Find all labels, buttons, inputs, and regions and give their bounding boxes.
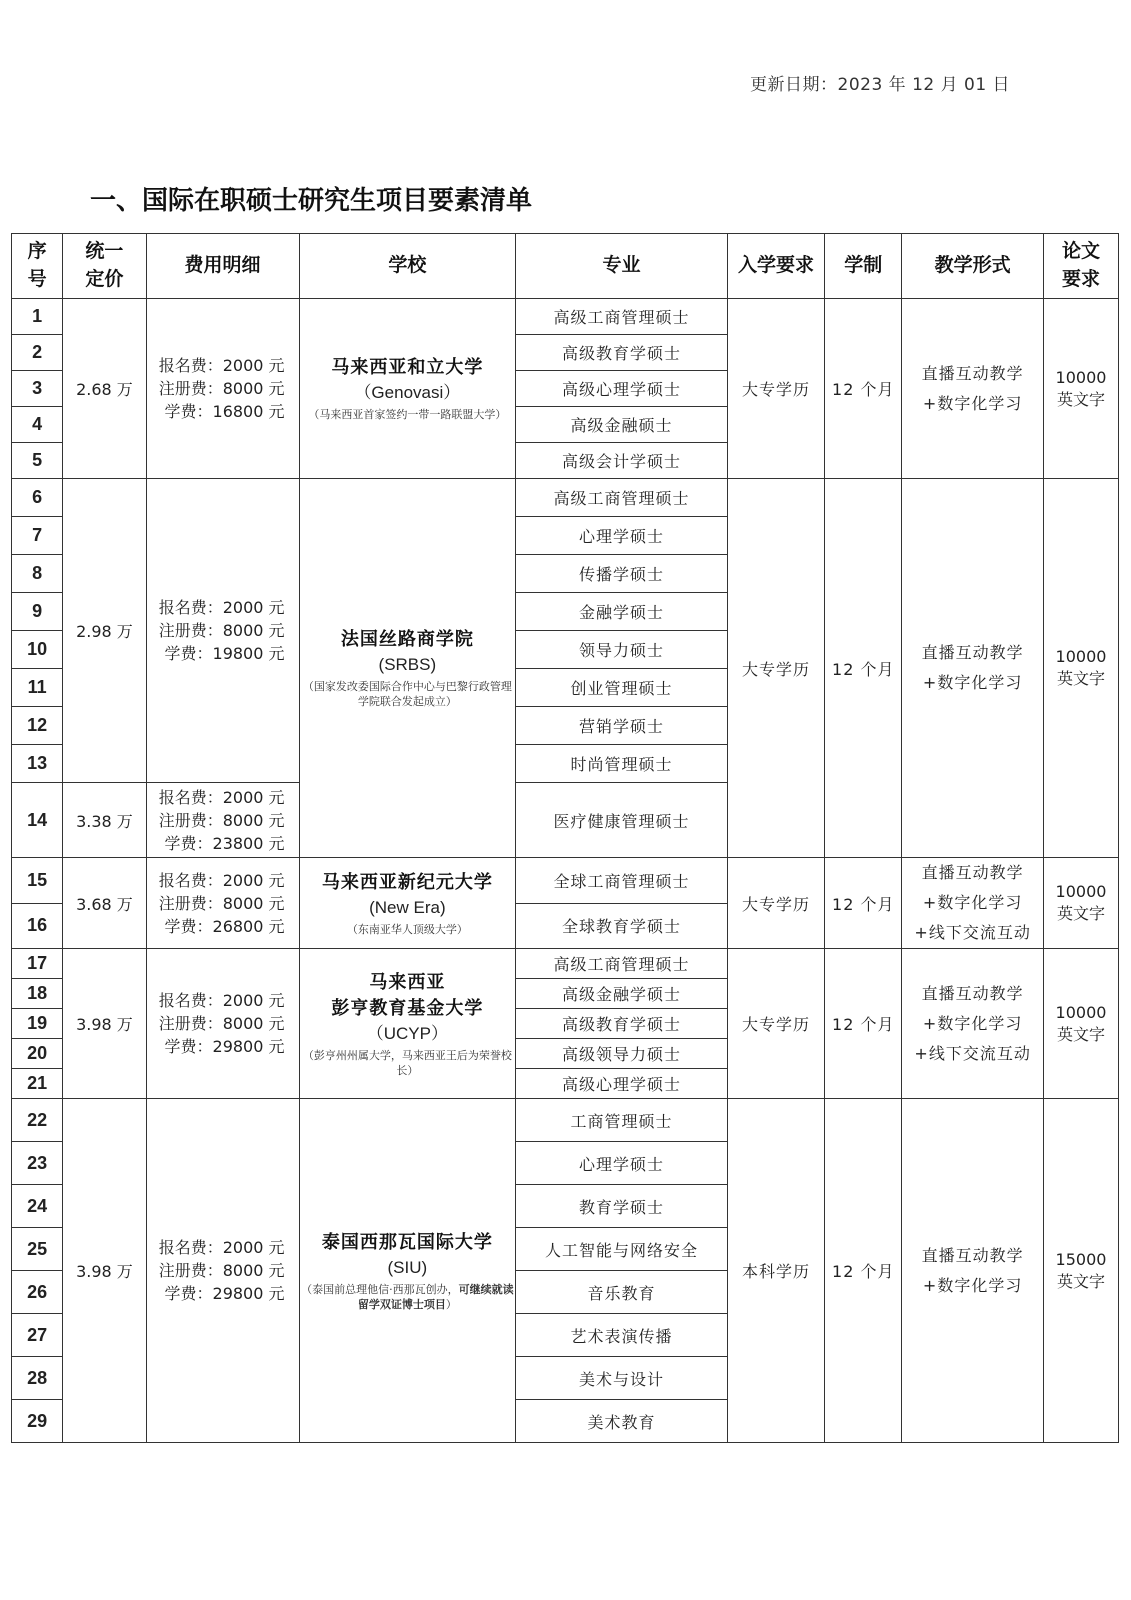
thesis-requirement-line: 英文字 [1056, 904, 1105, 923]
major-name: 艺术表演传播 [516, 1314, 728, 1357]
school-english-name: (New Era) [369, 897, 446, 917]
teaching-mode-line: +数字化学习 [922, 1013, 1023, 1033]
fee-details [146, 1099, 299, 1443]
row-number: 1 [12, 299, 63, 335]
school-note: （国家发改委国际合作中心与巴黎行政管理学院联合发起成立） [302, 680, 512, 708]
fee-line: 报名费：2000 元 [158, 1238, 285, 1257]
row-number: 15 [12, 858, 63, 904]
fee-line: 注册费：8000 元 [158, 621, 285, 640]
major-name: 高级工商管理硕士 [516, 949, 728, 979]
major-name: 工商管理硕士 [516, 1099, 728, 1142]
table-row [12, 479, 1119, 517]
major-name: 心理学硕士 [516, 1142, 728, 1185]
header-fees: 费用明细 [146, 234, 299, 299]
school-english-name: (SIU) [387, 1257, 428, 1277]
thesis-requirement-line: 15000 [1055, 1249, 1107, 1269]
major-name: 高级工商管理硕士 [516, 299, 728, 335]
thesis-requirement-line: 英文字 [1056, 389, 1105, 409]
fee-line: 注册费：8000 元 [158, 810, 285, 830]
fee-line: 学费：29800 元 [164, 1284, 285, 1303]
major-name: 音乐教育 [516, 1271, 728, 1314]
school-info [299, 949, 516, 1099]
major-name: 人工智能与网络安全 [516, 1228, 728, 1271]
thesis-requirement-line: 英文字 [1056, 1024, 1105, 1044]
fee-line: 学费：26800 元 [164, 916, 285, 936]
fee-details [146, 858, 299, 949]
teaching-mode-line: 直播互动教学 [921, 363, 1024, 383]
thesis-requirement-line: 10000 [1055, 1002, 1107, 1022]
major-name: 高级金融硕士 [516, 407, 728, 443]
fee-details [146, 949, 299, 1099]
teaching-mode-line: 直播互动教学 [921, 643, 1024, 662]
major-name: 领导力硕士 [516, 631, 728, 669]
row-number: 16 [12, 903, 63, 949]
teaching-mode-line: 直播互动教学 [921, 1245, 1024, 1265]
row-number: 29 [12, 1400, 63, 1443]
header-no: 序 号 [12, 234, 63, 299]
header-paper: 论文 要求 [1043, 234, 1118, 299]
school-english-name: （UCYP） [366, 1023, 448, 1043]
school-name: 马来西亚 [369, 971, 446, 993]
thesis-requirement [1043, 1099, 1118, 1443]
thesis-requirement [1043, 299, 1118, 479]
row-number: 23 [12, 1142, 63, 1185]
row-number: 25 [12, 1228, 63, 1271]
fee-line: 注册费：8000 元 [158, 893, 285, 913]
teaching-mode-line: +线下交流互动 [914, 1043, 1031, 1063]
school-info [299, 479, 516, 858]
school-note: （彭亨州州属大学，马来西亚王后为荣誉校长） [302, 1048, 512, 1077]
row-number: 21 [12, 1069, 63, 1099]
major-name: 高级会计学硕士 [516, 443, 728, 479]
school-name: 彭亨教育基金大学 [331, 997, 484, 1019]
fee-details [146, 479, 299, 783]
major-name: 心理学硕士 [516, 517, 728, 555]
teaching-mode [902, 949, 1044, 1099]
teaching-mode-line: +数字化学习 [922, 1275, 1023, 1295]
teaching-mode-line: +线下交流互动 [914, 923, 1031, 942]
school-info [299, 858, 516, 949]
major-name: 美术教育 [516, 1400, 728, 1443]
school-name: 法国丝路商学院 [340, 629, 474, 650]
fee-line: 学费：23800 元 [164, 833, 285, 853]
program-table [11, 233, 1119, 1443]
thesis-requirement-line: 10000 [1055, 367, 1107, 387]
teaching-mode [902, 299, 1044, 479]
school-note: （泰国前总理他信·西那瓦创办，可继续就读留学双证博士项目） [301, 1282, 514, 1311]
teaching-mode [902, 1099, 1044, 1443]
table-row [12, 1099, 1119, 1142]
fee-details [146, 783, 299, 858]
study-duration: 12 个月 [825, 479, 902, 858]
school-english-name: （Genovasi） [354, 383, 461, 402]
school-note: （马来西亚首家签约一带一路联盟大学） [308, 408, 507, 421]
table-row [12, 949, 1119, 979]
fee-line: 注册费：8000 元 [158, 1261, 285, 1280]
major-name: 高级领导力硕士 [516, 1039, 728, 1069]
row-number: 17 [12, 949, 63, 979]
header-price: 统一 定价 [63, 234, 146, 299]
header-school: 学校 [299, 234, 516, 299]
table-row [12, 858, 1119, 904]
major-name: 高级工商管理硕士 [516, 479, 728, 517]
fee-line: 报名费：2000 元 [158, 991, 285, 1010]
major-name: 创业管理硕士 [516, 669, 728, 707]
row-number: 11 [12, 669, 63, 707]
study-duration: 12 个月 [825, 949, 902, 1099]
study-duration: 12 个月 [825, 1099, 902, 1443]
major-name: 高级教育学硕士 [516, 1009, 728, 1039]
school-note: （东南亚华人顶级大学） [346, 922, 468, 936]
admission-requirement: 本科学历 [727, 1099, 825, 1443]
major-name: 医疗健康管理硕士 [516, 783, 728, 858]
fee-line: 注册费：8000 元 [158, 1014, 285, 1033]
teaching-mode-line: +数字化学习 [922, 393, 1023, 413]
major-name: 全球工商管理硕士 [516, 858, 728, 904]
thesis-requirement [1043, 479, 1118, 858]
major-name: 传播学硕士 [516, 555, 728, 593]
admission-requirement: 大专学历 [727, 299, 825, 479]
row-number: 6 [12, 479, 63, 517]
school-name: 泰国西那瓦国际大学 [321, 1231, 493, 1253]
row-number: 8 [12, 555, 63, 593]
teaching-mode [902, 858, 1044, 949]
fee-line: 学费：19800 元 [164, 644, 285, 663]
fee-line: 注册费：8000 元 [158, 379, 285, 398]
major-name: 高级心理学硕士 [516, 371, 728, 407]
thesis-requirement-line: 10000 [1055, 882, 1107, 901]
row-number: 7 [12, 517, 63, 555]
school-name: 马来西亚和立大学 [331, 357, 484, 378]
fee-line: 报名费：2000 元 [158, 870, 285, 890]
row-number: 4 [12, 407, 63, 443]
fee-line: 学费：29800 元 [164, 1037, 285, 1056]
header-row [12, 234, 1119, 299]
school-english-name: (SRBS) [378, 655, 437, 674]
row-number: 18 [12, 979, 63, 1009]
unit-price: 3.98 万 [63, 949, 146, 1099]
admission-requirement: 大专学历 [727, 858, 825, 949]
major-name: 营销学硕士 [516, 707, 728, 745]
school-info [299, 299, 516, 479]
row-number: 5 [12, 443, 63, 479]
header-teaching: 教学形式 [902, 234, 1044, 299]
update-date: 更新日期：2023 年 12 月 01 日 [750, 75, 1011, 95]
study-duration: 12 个月 [825, 299, 902, 479]
fee-line: 学费：16800 元 [164, 402, 285, 421]
school-name: 马来西亚新纪元大学 [321, 871, 493, 893]
major-name: 高级金融学硕士 [516, 979, 728, 1009]
thesis-requirement-line: 英文字 [1056, 1271, 1105, 1291]
row-number: 26 [12, 1271, 63, 1314]
major-name: 美术与设计 [516, 1357, 728, 1400]
thesis-requirement [1043, 949, 1118, 1099]
teaching-mode-line: +数字化学习 [922, 673, 1023, 692]
row-number: 28 [12, 1357, 63, 1400]
major-name: 高级教育学硕士 [516, 335, 728, 371]
thesis-requirement [1043, 858, 1118, 949]
table-body [12, 299, 1119, 1443]
teaching-mode-line: +数字化学习 [922, 893, 1023, 912]
row-number: 22 [12, 1099, 63, 1142]
row-number: 20 [12, 1039, 63, 1069]
row-number: 19 [12, 1009, 63, 1039]
fee-line: 报名费：2000 元 [158, 598, 285, 617]
fee-details [146, 299, 299, 479]
thesis-requirement-line: 英文字 [1056, 669, 1105, 688]
header-duration: 学制 [825, 234, 902, 299]
major-name: 时尚管理硕士 [516, 745, 728, 783]
row-number: 2 [12, 335, 63, 371]
unit-price: 2.68 万 [63, 299, 146, 479]
row-number: 12 [12, 707, 63, 745]
major-name: 金融学硕士 [516, 593, 728, 631]
row-number: 14 [12, 783, 63, 858]
row-number: 24 [12, 1185, 63, 1228]
unit-price: 3.68 万 [63, 858, 146, 949]
major-name: 全球教育学硕士 [516, 903, 728, 949]
row-number: 27 [12, 1314, 63, 1357]
admission-requirement: 大专学历 [727, 479, 825, 858]
study-duration: 12 个月 [825, 858, 902, 949]
teaching-mode [902, 479, 1044, 858]
table-row [12, 299, 1119, 335]
school-info [299, 1099, 516, 1443]
row-number: 9 [12, 593, 63, 631]
unit-price: 2.98 万 [63, 479, 146, 783]
fee-line: 报名费：2000 元 [158, 787, 285, 807]
row-number: 10 [12, 631, 63, 669]
unit-price: 3.38 万 [63, 783, 146, 858]
major-name: 高级心理学硕士 [516, 1069, 728, 1099]
header-major: 专业 [516, 234, 728, 299]
teaching-mode-line: 直播互动教学 [921, 863, 1024, 882]
thesis-requirement-line: 10000 [1055, 647, 1107, 666]
admission-requirement: 大专学历 [727, 949, 825, 1099]
teaching-mode-line: 直播互动教学 [921, 983, 1024, 1003]
unit-price: 3.98 万 [63, 1099, 146, 1443]
row-number: 13 [12, 745, 63, 783]
major-name: 教育学硕士 [516, 1185, 728, 1228]
row-number: 3 [12, 371, 63, 407]
fee-line: 报名费：2000 元 [158, 356, 285, 375]
header-admission: 入学要求 [727, 234, 825, 299]
section-title: 一、国际在职硕士研究生项目要素清单 [90, 186, 533, 216]
